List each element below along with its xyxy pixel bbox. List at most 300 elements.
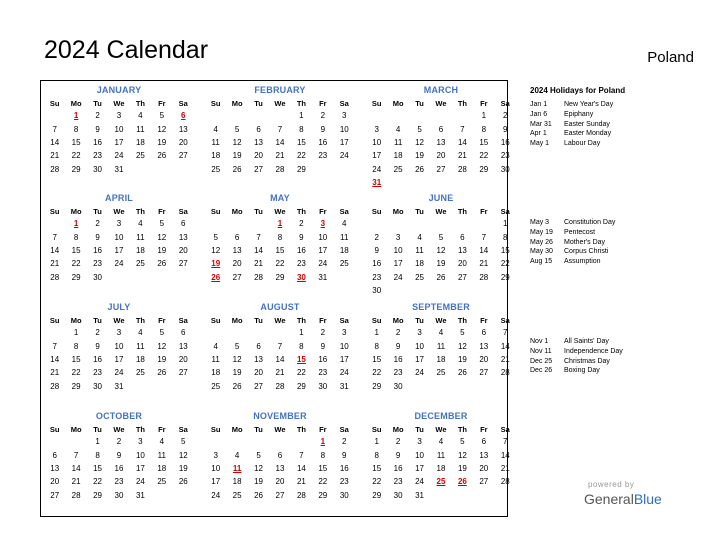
- day-cell: 10: [114, 341, 124, 351]
- day-cell: 8: [95, 450, 100, 460]
- day-cell: 15: [71, 245, 81, 255]
- day-cell: 3: [395, 232, 401, 242]
- day-cell: 16: [114, 463, 124, 473]
- day-cell: 8: [73, 232, 79, 242]
- empty-cell: [205, 284, 226, 297]
- day-cell: 29: [71, 164, 81, 174]
- day-cell: 22: [71, 151, 81, 161]
- day-cell: 27: [479, 368, 489, 378]
- holiday-item: [530, 347, 623, 357]
- empty-cell: [87, 284, 108, 297]
- empty-cell: [44, 435, 65, 448]
- day-cell: 31: [339, 381, 349, 391]
- day-cell: 3: [374, 124, 379, 134]
- day-cell: 16: [318, 137, 328, 147]
- day-cell: 13: [178, 341, 188, 351]
- day-cell: 11: [136, 232, 145, 242]
- empty-cell: [430, 284, 451, 297]
- holiday-day-cell: 15: [296, 354, 306, 364]
- holiday-day-cell: 19: [211, 259, 221, 269]
- empty-cell: [130, 393, 151, 406]
- empty-cell: [173, 380, 194, 393]
- weekday-header: Su: [371, 315, 382, 325]
- day-cell: 12: [457, 341, 467, 351]
- empty-cell: [495, 502, 516, 515]
- weekday-header: Th: [296, 206, 306, 216]
- day-cell: 17: [318, 245, 328, 255]
- day-cell: 27: [479, 477, 489, 487]
- holiday-day-cell: 6: [181, 111, 186, 121]
- day-cell: 27: [254, 381, 263, 391]
- weekday-header: Sa: [178, 206, 188, 216]
- weekday-header: Mo: [392, 98, 404, 108]
- day-cell: 8: [374, 450, 379, 460]
- empty-cell: [312, 163, 333, 176]
- day-cell: 4: [438, 437, 444, 447]
- empty-cell: [269, 176, 290, 189]
- empty-cell: [269, 435, 290, 448]
- empty-cell: [452, 380, 473, 393]
- day-cell: 22: [71, 368, 81, 378]
- day-cell: 17: [211, 477, 221, 487]
- empty-cell: [44, 284, 65, 297]
- holiday-item: [530, 228, 615, 238]
- weekday-header: Su: [210, 315, 221, 325]
- day-cell: 11: [415, 245, 424, 255]
- holiday-name: All Saints' Day: [564, 338, 609, 345]
- day-cell: 21: [50, 151, 60, 161]
- empty-cell: [151, 489, 172, 502]
- day-cell: 29: [93, 490, 102, 500]
- day-cell: 30: [372, 286, 382, 296]
- empty-cell: [312, 393, 333, 406]
- empty-cell: [87, 393, 108, 406]
- day-cell: 7: [460, 124, 465, 134]
- empty-cell: [334, 502, 355, 515]
- weekday-header: Mo: [70, 424, 82, 434]
- day-cell: 15: [479, 137, 489, 147]
- day-cell: 19: [232, 151, 242, 161]
- empty-cell: [452, 109, 473, 122]
- day-cell: 17: [415, 354, 424, 364]
- empty-cell: [387, 284, 408, 297]
- day-cell: 14: [254, 245, 263, 255]
- weekday-header: We: [113, 206, 125, 216]
- weekday-header: Th: [457, 424, 467, 434]
- day-cell: 15: [318, 463, 328, 473]
- month-august: [205, 300, 355, 406]
- empty-cell: [130, 502, 151, 515]
- day-cell: 26: [254, 490, 263, 500]
- day-cell: 5: [159, 219, 165, 229]
- day-cell: 23: [114, 477, 124, 487]
- month-may: [205, 191, 355, 297]
- day-cell: 3: [116, 111, 122, 121]
- holiday-name: Epiphany: [564, 110, 594, 118]
- day-cell: 2: [116, 437, 122, 447]
- day-cell: 17: [415, 463, 424, 473]
- weekday-header: Fr: [319, 315, 327, 325]
- day-cell: 16: [318, 354, 328, 364]
- day-cell: 19: [178, 463, 188, 473]
- day-cell: 6: [481, 437, 487, 447]
- weekday-header: Sa: [178, 315, 188, 325]
- day-cell: 5: [438, 232, 444, 242]
- holiday-item: [530, 120, 613, 130]
- empty-cell: [205, 502, 226, 515]
- day-cell: 14: [500, 450, 510, 460]
- empty-cell: [108, 284, 129, 297]
- day-cell: 16: [296, 245, 306, 255]
- empty-cell: [430, 176, 451, 189]
- day-cell: 23: [296, 259, 306, 269]
- day-cell: 5: [234, 124, 240, 134]
- day-cell: 7: [299, 450, 304, 460]
- weekday-header: Tu: [254, 424, 263, 434]
- empty-cell: [151, 163, 172, 176]
- empty-cell: [452, 217, 473, 230]
- empty-cell: [130, 271, 151, 284]
- weekday-header: Th: [296, 315, 306, 325]
- day-cell: 20: [178, 245, 188, 255]
- weekday-header: Tu: [93, 98, 102, 108]
- month-grid: [205, 314, 355, 406]
- empty-cell: [151, 502, 172, 515]
- day-cell: 13: [479, 341, 489, 351]
- day-cell: 24: [393, 272, 403, 282]
- empty-cell: [248, 502, 269, 515]
- day-cell: 19: [157, 137, 167, 147]
- day-cell: 18: [436, 354, 446, 364]
- empty-cell: [205, 176, 226, 189]
- day-cell: 10: [211, 463, 221, 473]
- day-cell: 30: [93, 272, 102, 282]
- day-cell: 26: [232, 381, 242, 391]
- day-cell: 20: [50, 477, 60, 487]
- day-cell: 19: [157, 354, 167, 364]
- day-cell: 8: [277, 232, 283, 242]
- day-cell: 9: [299, 232, 304, 242]
- empty-cell: [312, 502, 333, 515]
- weekday-header: Su: [210, 206, 221, 216]
- day-cell: 22: [93, 477, 102, 487]
- day-cell: 22: [372, 477, 382, 487]
- day-cell: 4: [342, 219, 347, 229]
- weekday-header: Fr: [480, 424, 488, 434]
- day-cell: 4: [234, 450, 240, 460]
- day-cell: 6: [438, 124, 444, 134]
- day-cell: 15: [93, 463, 102, 473]
- day-cell: 3: [342, 111, 347, 121]
- day-cell: 5: [234, 341, 240, 351]
- weekday-header: Mo: [392, 206, 404, 216]
- day-cell: 4: [138, 111, 143, 121]
- weekday-header: Tu: [254, 206, 263, 216]
- holiday-item: [530, 337, 623, 347]
- day-cell: 19: [254, 477, 263, 487]
- holiday-date: Aug 15: [530, 258, 553, 266]
- calendar-frame: [40, 80, 508, 517]
- empty-cell: [151, 393, 172, 406]
- day-cell: 9: [342, 450, 347, 460]
- holiday-day-cell: 1: [73, 111, 79, 121]
- weekday-header: We: [435, 98, 447, 108]
- empty-cell: [473, 489, 494, 502]
- day-cell: 6: [460, 232, 465, 242]
- weekday-header: Sa: [500, 424, 510, 434]
- weekday-header: Su: [49, 98, 60, 108]
- empty-cell: [248, 326, 269, 339]
- day-cell: 7: [52, 232, 57, 242]
- weekday-header: Tu: [254, 98, 263, 108]
- weekday-header: Fr: [319, 424, 327, 434]
- weekday-header: Sa: [500, 206, 510, 216]
- empty-cell: [44, 393, 65, 406]
- day-cell: 24: [114, 151, 124, 161]
- day-cell: 28: [296, 490, 306, 500]
- holiday-day-cell: 26: [457, 477, 467, 487]
- day-cell: 30: [93, 381, 102, 391]
- day-cell: 18: [436, 463, 446, 473]
- holiday-item: [530, 110, 613, 120]
- day-cell: 24: [135, 477, 145, 487]
- empty-cell: [226, 435, 247, 448]
- day-cell: 11: [340, 232, 349, 242]
- month-name: NOVEMBER: [253, 411, 307, 421]
- empty-cell: [173, 489, 194, 502]
- day-cell: 15: [500, 245, 510, 255]
- month-name: MAY: [270, 193, 290, 203]
- day-cell: 6: [256, 124, 261, 134]
- holiday-day-cell: 1: [277, 219, 283, 229]
- day-cell: 27: [275, 490, 285, 500]
- day-cell: 28: [275, 381, 285, 391]
- day-cell: 10: [339, 124, 349, 134]
- holiday-date: Dec 25: [530, 357, 553, 365]
- empty-cell: [473, 393, 494, 406]
- empty-cell: [269, 284, 290, 297]
- day-cell: 2: [95, 328, 100, 338]
- day-cell: 13: [275, 463, 285, 473]
- day-cell: 2: [395, 437, 401, 447]
- day-cell: 30: [393, 381, 403, 391]
- empty-cell: [226, 393, 247, 406]
- day-cell: 20: [178, 137, 188, 147]
- weekday-header: Sa: [339, 206, 349, 216]
- day-cell: 7: [256, 232, 261, 242]
- day-cell: 27: [178, 151, 188, 161]
- day-cell: 2: [95, 111, 100, 121]
- day-cell: 10: [114, 124, 124, 134]
- holiday-list-q1: [530, 100, 613, 149]
- empty-cell: [248, 284, 269, 297]
- empty-cell: [409, 109, 430, 122]
- weekday-header: We: [113, 315, 125, 325]
- day-cell: 5: [460, 328, 465, 338]
- empty-cell: [173, 163, 194, 176]
- day-cell: 7: [277, 341, 283, 351]
- holiday-day-cell: 11: [232, 463, 242, 473]
- day-cell: 1: [374, 437, 379, 447]
- day-cell: 12: [157, 341, 167, 351]
- weekday-header: Th: [457, 206, 467, 216]
- day-cell: 29: [372, 381, 382, 391]
- month-name: JULY: [107, 302, 131, 312]
- weekday-header: Fr: [319, 206, 327, 216]
- day-cell: 12: [211, 245, 221, 255]
- day-cell: 13: [436, 137, 446, 147]
- day-cell: 6: [181, 219, 186, 229]
- day-cell: 10: [393, 245, 403, 255]
- empty-cell: [226, 109, 247, 122]
- weekday-header: Tu: [254, 315, 263, 325]
- weekday-header: We: [435, 315, 447, 325]
- day-cell: 20: [232, 259, 242, 269]
- day-cell: 23: [393, 477, 403, 487]
- day-cell: 12: [436, 245, 446, 255]
- day-cell: 28: [500, 477, 510, 487]
- day-cell: 16: [393, 354, 403, 364]
- holiday-date: May 1: [530, 140, 550, 148]
- empty-cell: [473, 176, 494, 189]
- weekday-header: Th: [296, 424, 306, 434]
- empty-cell: [387, 502, 408, 515]
- day-cell: 14: [50, 245, 60, 255]
- day-cell: 12: [232, 137, 242, 147]
- day-cell: 24: [415, 477, 424, 487]
- day-cell: 31: [415, 490, 424, 500]
- empty-cell: [173, 271, 194, 284]
- day-cell: 12: [254, 463, 263, 473]
- day-cell: 3: [116, 328, 122, 338]
- day-cell: 7: [503, 328, 508, 338]
- empty-cell: [173, 284, 194, 297]
- holiday-date: Jan 6: [530, 110, 548, 118]
- day-cell: 23: [393, 368, 403, 378]
- day-cell: 30: [93, 164, 102, 174]
- day-cell: 3: [116, 219, 122, 229]
- weekday-header: Sa: [500, 315, 510, 325]
- day-cell: 25: [436, 368, 446, 378]
- empty-cell: [151, 284, 172, 297]
- empty-cell: [366, 109, 387, 122]
- empty-cell: [452, 502, 473, 515]
- month-october: [44, 409, 194, 515]
- empty-cell: [334, 271, 355, 284]
- empty-cell: [151, 271, 172, 284]
- day-cell: 28: [71, 490, 81, 500]
- month-december: [366, 409, 516, 515]
- empty-cell: [495, 380, 516, 393]
- empty-cell: [291, 502, 312, 515]
- empty-cell: [291, 393, 312, 406]
- day-cell: 19: [457, 354, 467, 364]
- weekday-header: Sa: [339, 315, 349, 325]
- weekday-header: We: [274, 424, 286, 434]
- day-cell: 12: [415, 137, 424, 147]
- day-cell: 1: [95, 437, 100, 447]
- day-cell: 24: [211, 490, 221, 500]
- day-cell: 30: [318, 381, 328, 391]
- day-cell: 10: [415, 341, 424, 351]
- month-name: MARCH: [423, 85, 459, 95]
- day-cell: 1: [73, 328, 79, 338]
- day-cell: 23: [318, 368, 328, 378]
- day-cell: 17: [339, 354, 349, 364]
- holiday-date: May 3: [530, 219, 550, 226]
- day-cell: 26: [178, 477, 188, 487]
- empty-cell: [452, 489, 473, 502]
- empty-cell: [65, 284, 86, 297]
- day-cell: 4: [213, 341, 218, 351]
- month-april: [44, 191, 194, 297]
- day-cell: 21: [275, 368, 285, 378]
- day-cell: 23: [500, 151, 510, 161]
- empty-cell: [334, 393, 355, 406]
- day-cell: 21: [457, 151, 467, 161]
- day-cell: 18: [211, 368, 221, 378]
- day-cell: 25: [157, 477, 167, 487]
- day-cell: 21: [71, 477, 81, 487]
- empty-cell: [334, 176, 355, 189]
- day-cell: 14: [50, 137, 60, 147]
- weekday-header: Fr: [480, 98, 488, 108]
- day-cell: 19: [232, 368, 242, 378]
- empty-cell: [226, 217, 247, 230]
- day-cell: 25: [211, 164, 221, 174]
- day-cell: 27: [50, 490, 60, 500]
- day-cell: 9: [116, 450, 122, 460]
- day-cell: 6: [277, 450, 283, 460]
- country-label: Poland: [647, 49, 694, 66]
- day-cell: 16: [372, 259, 382, 269]
- empty-cell: [452, 284, 473, 297]
- holiday-date: May 30: [530, 248, 553, 256]
- empty-cell: [173, 502, 194, 515]
- day-cell: 10: [135, 450, 145, 460]
- day-cell: 5: [460, 437, 465, 447]
- day-cell: 14: [275, 137, 285, 147]
- day-cell: 29: [318, 490, 328, 500]
- day-cell: 29: [296, 381, 306, 391]
- day-cell: 5: [256, 450, 261, 460]
- day-cell: 14: [50, 354, 60, 364]
- month-name: APRIL: [105, 193, 133, 203]
- holiday-day-cell: 25: [436, 477, 446, 487]
- empty-cell: [226, 284, 247, 297]
- day-cell: 3: [138, 437, 143, 447]
- holiday-item: [530, 257, 615, 267]
- day-cell: 24: [114, 368, 124, 378]
- weekday-header: Tu: [415, 206, 424, 216]
- day-cell: 29: [71, 381, 81, 391]
- day-cell: 20: [254, 151, 263, 161]
- holiday-item: [530, 366, 623, 376]
- day-cell: 31: [135, 490, 145, 500]
- empty-cell: [248, 109, 269, 122]
- empty-cell: [226, 326, 247, 339]
- day-cell: 14: [71, 463, 81, 473]
- day-cell: 24: [415, 368, 424, 378]
- empty-cell: [473, 380, 494, 393]
- day-cell: 2: [320, 111, 326, 121]
- weekday-header: Su: [210, 98, 221, 108]
- day-cell: 7: [52, 341, 57, 351]
- empty-cell: [495, 284, 516, 297]
- day-cell: 21: [254, 259, 263, 269]
- weekday-header: Mo: [70, 98, 82, 108]
- weekday-header: Su: [49, 424, 60, 434]
